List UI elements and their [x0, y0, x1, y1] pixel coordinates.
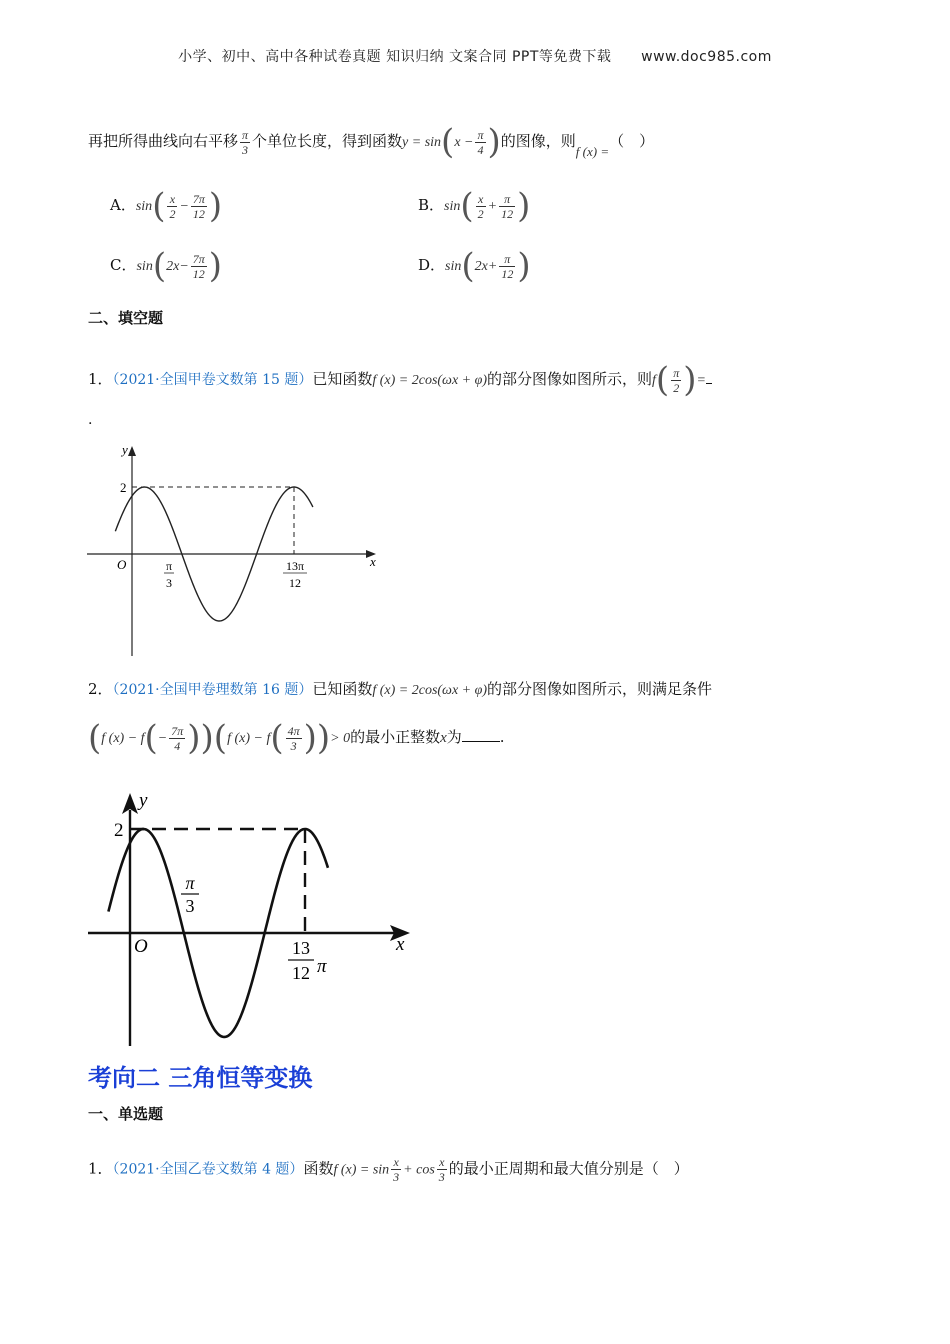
func-lhs: y = sin — [402, 135, 442, 150]
question-text-b: 个单位长度，得到函数 — [252, 132, 403, 150]
header-text: 小学、初中、高中各种试卷真题 知识归纳 文案合同 PPT等免费下载 — [178, 49, 612, 65]
question-2: 2．（2021·全国甲卷理数第 16 题）已知函数f (x) = 2cos(ωx + φ)的部分图像如图所示，则满足条件 — [88, 680, 713, 698]
section-fill-in: 二、填空题 — [88, 309, 164, 327]
graph1-x-label: x — [370, 554, 376, 569]
option-d[interactable]: D．sin(2x+ $\frac{\pi}{12}$ ) — [418, 246, 531, 286]
q2-condition: (f (x) − f(− $\frac{7\pi}{4}$ ))(f (x) − f( $\frac{4\pi}{3}$ ))> 0的最小正整数x为 . — [88, 718, 505, 758]
q2-answer-blank[interactable] — [462, 727, 500, 742]
graph2-peak-label: 2 — [114, 820, 124, 841]
func-inner: x − — [454, 135, 474, 150]
question-text-c: 的图像，则 — [500, 132, 576, 150]
header-url[interactable]: www.doc985.com — [641, 49, 772, 65]
q1-answer-blank[interactable] — [706, 369, 712, 384]
topic-heading: 考向二 三角恒等变换 — [88, 1064, 313, 1092]
graph2-tick2-suffix: π — [317, 956, 327, 977]
option-c[interactable]: C．sin(2x− $\frac{7\pi}{12}$ ) — [110, 246, 223, 286]
question-text-a: 再把所得曲线向右平移 — [88, 132, 239, 150]
graph1-peak-label: 2 — [120, 480, 127, 495]
q1-reference: （2021·全国甲卷文数第 15 题） — [112, 372, 313, 388]
graph2-origin: O — [134, 936, 148, 957]
page-header — [0, 46, 950, 66]
graph1-tick1-num: π — [165, 559, 173, 573]
question-continuation: 再把所得曲线向右平移 $\frac{\pi}{3}$ 个单位长度，得到函数y = sin(x − $\frac{\pi}{4}$ )的图像，则f (x) =（ ） — [88, 122, 655, 162]
graph1-tick2-den: 12 — [289, 576, 301, 590]
q3-reference: （2021·全国乙卷文数第 4 题） — [112, 1161, 304, 1178]
graph1-origin: O — [117, 557, 127, 572]
graph-2 — [84, 788, 414, 1050]
graph2-y-label: y — [139, 790, 148, 811]
graph1-tick1-den: 3 — [166, 576, 172, 590]
ask-fx: f (x) = — [575, 144, 610, 159]
option-a[interactable]: A．sin( $\frac{x}{2}$ − $\frac{7\pi}{12}$ ) — [110, 186, 223, 226]
q1-function: f (x) = 2cos(ωx + φ) — [372, 373, 488, 388]
graph2-tick2-num: 13 — [292, 938, 310, 958]
question-3: 1．（2021·全国乙卷文数第 4 题）函数f (x) = sin $\frac{x}{3}$ + cos $\frac{x}{3}$ 的最小正周期和最大值分别是（ ） — [88, 1155, 689, 1184]
q2-function: f (x) = 2cos(ωx + φ) — [372, 683, 488, 698]
graph-1 — [82, 436, 392, 662]
graph2-tick1-num: π — [185, 873, 195, 893]
graph1-y-label: y — [122, 442, 128, 457]
q1-dot: . — [88, 412, 93, 428]
func-fraction: $\frac{\pi}{4}$ — [477, 127, 484, 157]
shift-fraction: $\frac{\pi}{3}$ — [242, 127, 249, 157]
graph2-tick2-den: 12 — [292, 963, 310, 983]
section-single-choice: 一、单选题 — [88, 1105, 164, 1123]
question-1: 1．（2021·全国甲卷文数第 15 题）已知函数f (x) = 2cos(ωx + φ)的部分图像如图所示，则f( $\frac{\pi}{2}$ )= — [88, 360, 712, 400]
graph2-x-label: x — [396, 934, 405, 955]
answer-bracket: （ ） — [609, 132, 655, 150]
graph1-y-arrow — [128, 446, 136, 456]
graph1-tick2-num: 13π — [285, 559, 305, 573]
q2-reference: （2021·全国甲卷理数第 16 题） — [112, 682, 313, 698]
option-b[interactable]: B．sin( $\frac{x}{2}$ + $\frac{\pi}{12}$ ) — [418, 186, 531, 226]
graph2-tick1-den: 3 — [185, 896, 195, 916]
